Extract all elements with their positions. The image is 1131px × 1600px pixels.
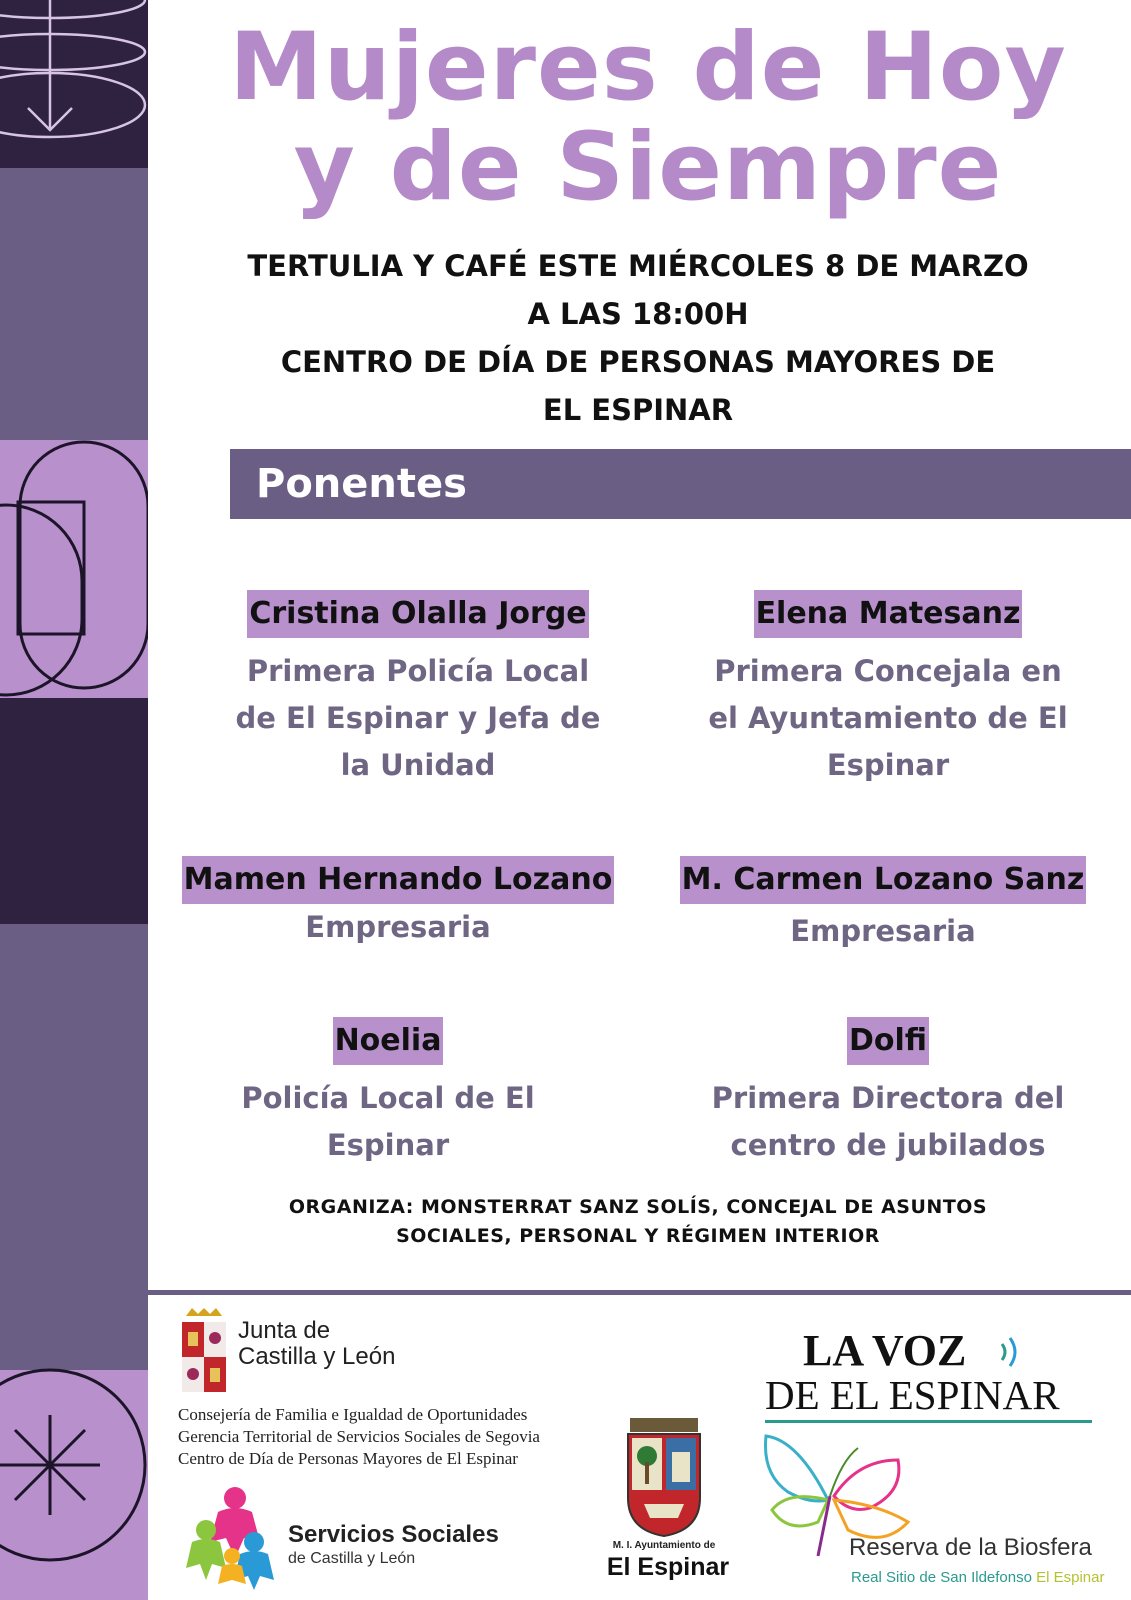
broadcast-waves-icon <box>996 1332 1026 1372</box>
jcyl-department-lines: Consejería de Familia e Igualdad de Oportunidades Gerencia Territorial de Servicios Sociales de Segovia Centro de Día de Personas Mayores de El Espinar <box>178 1405 540 1468</box>
speaker-card <box>678 1017 1098 1169</box>
speaker-role: Primera Policía Local de El Espinar y Jefa de la Unidad <box>235 654 601 782</box>
el-espinar-crest-icon <box>624 1418 704 1538</box>
servicios-sociales-figures-icon <box>180 1480 290 1590</box>
speaker-name: Noelia <box>333 1017 444 1065</box>
asterisk-circle-icon <box>0 1370 145 1560</box>
speaker-name: Cristina Olalla Jorge <box>247 590 588 638</box>
speaker-role: Primera Concejala en el Ayuntamiento de El Espinar <box>708 654 1068 782</box>
event-line-date: TERTULIA Y CAFÉ ESTE MIÉRCOLES 8 DE MARZO <box>247 249 1029 283</box>
footer-divider <box>148 1290 1131 1295</box>
speaker-card <box>653 856 1113 955</box>
ayuntamiento-label: M. I. Ayuntamiento de <box>612 1540 716 1551</box>
speaker-role: Policía Local de El Espinar <box>241 1081 535 1162</box>
title-line-1: Mujeres de Hoy <box>229 13 1067 122</box>
event-line-time: A LAS 18:00H <box>527 297 749 331</box>
jcyl-name: Junta de Castilla y León <box>238 1317 396 1370</box>
jcyl-shield-icon <box>178 1308 230 1394</box>
speaker-role: Empresaria <box>305 910 491 944</box>
speaker-card <box>688 590 1088 789</box>
event-line-venue: CENTRO DE DÍA DE PERSONAS MAYORES DE <box>280 345 996 379</box>
speaker-name: Mamen Hernando Lozano <box>182 856 615 904</box>
speaker-card <box>178 1017 598 1169</box>
capsule-square-icon <box>0 442 148 695</box>
strip-decoration <box>0 0 148 1600</box>
speaker-card <box>168 856 628 951</box>
section-heading: Ponentes <box>256 461 467 507</box>
title-line-2: y de Siempre <box>293 113 1003 222</box>
organizer-note: ORGANIZA: MONSTERRAT SANZ SOLÍS, CONCEJAL DE ASUNTOS SOCIALES, PERSONAL Y RÉGIMEN INTERIOR <box>288 1196 988 1247</box>
reserva-subtitle: Real Sitio de San Ildefonso El Espinar <box>851 1569 1105 1586</box>
section-bar-ponentes <box>230 449 1131 519</box>
main-content <box>148 0 1131 1600</box>
event-line-town: EL ESPINAR <box>542 393 734 427</box>
globe-arrow-icon <box>0 0 145 137</box>
speaker-role: Primera Directora del centro de jubilados <box>711 1081 1065 1162</box>
servicios-sociales-name: Servicios Sociales <box>288 1521 499 1548</box>
speaker-name: M. Carmen Lozano Sanz <box>680 856 1087 904</box>
speaker-card <box>218 590 618 789</box>
la-voz-subtitle: DE EL ESPINAR <box>765 1372 1060 1418</box>
page-title <box>218 13 1078 222</box>
la-voz-underline <box>765 1420 1092 1423</box>
speaker-name: Elena Matesanz <box>754 590 1023 638</box>
event-details <box>188 242 1088 434</box>
reserva-title: Reserva de la Biosfera <box>849 1534 1092 1561</box>
speaker-name: Dolfi <box>847 1017 929 1065</box>
ayuntamiento-name: El Espinar <box>606 1553 730 1581</box>
speaker-role: Empresaria <box>790 914 976 948</box>
servicios-sociales-sub: de Castilla y León <box>288 1550 416 1567</box>
la-voz-title: LA VOZ <box>803 1326 967 1375</box>
